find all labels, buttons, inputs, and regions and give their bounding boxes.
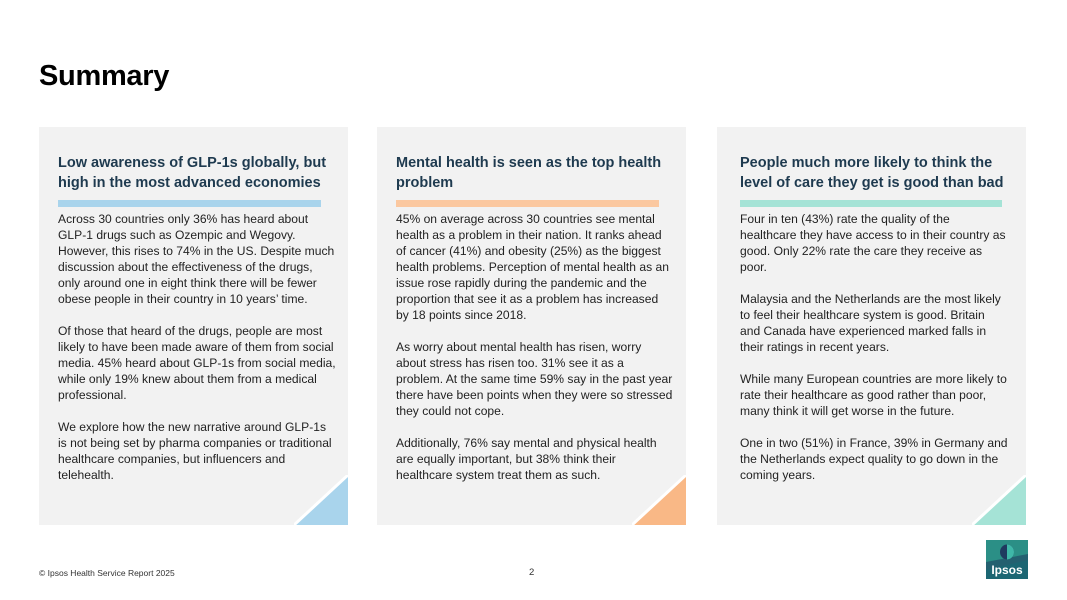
card-paragraph: While many European countries are more likely to rate their healthcare as good rather than poor, many think it will get worse in the future.: [740, 372, 1007, 418]
card-paragraph: One in two (51%) in France, 39% in Germany and the Netherlands expect quality to go down in the coming years.: [740, 436, 1008, 482]
card-body: [740, 211, 1008, 483]
footer-copyright: © Ipsos Health Service Report 2025: [39, 568, 175, 578]
corner-triangle-decoration: [632, 475, 686, 525]
card-paragraph: As worry about mental health has risen, worry about stress has risen too. 31% see it as a problem. At the same time 59% say in the past year there have been points when they were so stressed they could not cope.: [396, 340, 673, 418]
ipsos-logo: [986, 540, 1028, 579]
card-accent-rule: [58, 200, 321, 207]
summary-card-mental-health: [377, 127, 686, 525]
card-body: [58, 211, 336, 483]
page-number: 2: [529, 567, 535, 578]
corner-triangle-decoration: [972, 475, 1026, 525]
card-paragraph: Of those that heard of the drugs, people are most likely to have been made aware of them from social media. 45% heard about GLP-1s from social media, while only 19% knew about them from a medical professional.: [58, 324, 336, 402]
card-accent-rule: [740, 200, 1002, 207]
summary-card-glp1: [39, 127, 348, 525]
card-accent-rule: [396, 200, 659, 207]
summary-card-care-quality: [717, 127, 1026, 525]
card-title: Low awareness of GLP-1s globally, but high in the most advanced economies: [58, 155, 327, 191]
card-title: People much more likely to think the level of care they get is good than bad: [740, 155, 1004, 191]
card-paragraph: Across 30 countries only 36% has heard about GLP-1 drugs such as Ozempic and Wegovy. However, this rises to 74% in the US. Despite much discussion about the effectiveness of the drugs, only around one in eight think there will be fewer obese people in their country in 10 years’ time.: [58, 212, 335, 306]
page-title: Summary: [39, 60, 170, 92]
card-title: Mental health is seen as the top health problem: [396, 155, 662, 191]
card-paragraph: Four in ten (43%) rate the quality of the healthcare they have access to in their country as good. Only 22% rate the care they receive as poor.: [740, 212, 1006, 274]
card-paragraph: 45% on average across 30 countries see mental health as a problem in their nation. It ranks ahead of cancer (41%) and obesity (25%) as the biggest health problems. Perception of mental health as an issue rose rapidly during the pandemic and the proportion that see it as a problem has increased by 18 points since 2018.: [396, 212, 669, 322]
card-body: [396, 211, 674, 483]
card-paragraph: Malaysia and the Netherlands are the most likely to feel their healthcare system is good. Britain and Canada have experienced marked falls in their ratings in recent years.: [740, 292, 1001, 354]
card-paragraph: Additionally, 76% say mental and physical health are equally important, but 38% think their healthcare system treat them as such.: [396, 436, 657, 482]
corner-triangle-decoration: [294, 475, 348, 525]
logo-text: Ipsos: [991, 563, 1023, 577]
card-paragraph: We explore how the new narrative around GLP-1s is not being set by pharma companies or traditional healthcare companies, but influencers and telehealth.: [58, 420, 332, 482]
